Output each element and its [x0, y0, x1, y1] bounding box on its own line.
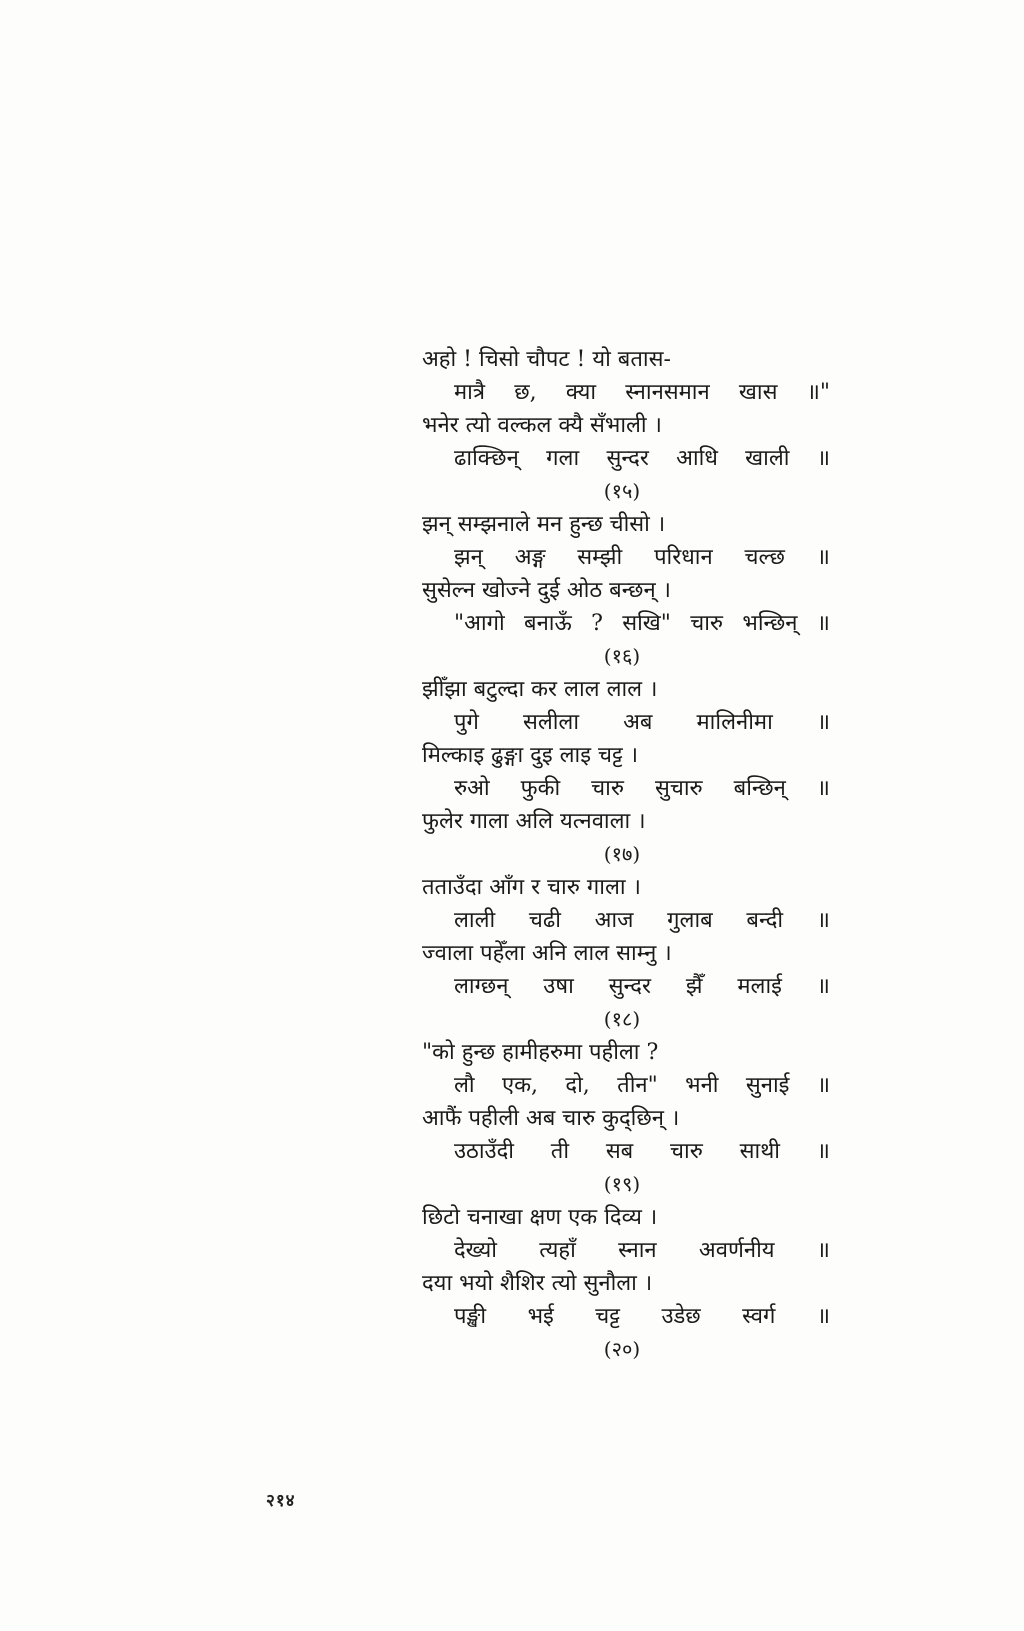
- verse-line: दया भयो शैशिर त्यो सुनौला ।: [422, 1271, 653, 1296]
- verse-line-indented: पुगे सलीला अब मालिनीमा ॥: [454, 710, 830, 735]
- verse-line-indented: ढाक्छिन् गला सुन्दर आधि खाली ॥: [454, 446, 830, 471]
- poem-body: [422, 343, 842, 1366]
- stanza-number: (१५): [603, 479, 641, 503]
- stanza-number: (२०): [603, 1337, 641, 1361]
- verse-line: झीँझा बटुल्दा कर लाल लाल ।: [422, 677, 658, 702]
- verse-line-indented: रुओ फुकी चारु सुचारु बन्छिन् ॥: [454, 776, 830, 801]
- verse-line: आफैं पहीली अब चारु कुद्छिन् ।: [422, 1106, 680, 1131]
- verse-line-indented: "आगो बनाऊँ ? सखि" चारु भन्छिन् ॥: [454, 611, 830, 636]
- verse-line: अहो ! चिसो चौपट ! यो बतास-: [422, 347, 671, 372]
- verse-line-indented: देख्यो त्यहाँ स्नान अवर्णनीय ॥: [454, 1238, 830, 1263]
- verse-line: भनेर त्यो वल्कल क्यै सँभाली ।: [422, 413, 662, 438]
- verse-line: झन् सम्झनाले मन हुन्छ चीसो ।: [422, 512, 666, 537]
- stanza-number: (१७): [603, 842, 641, 866]
- stanza-number: (१६): [603, 644, 641, 668]
- verse-line: फुलेर गाला अलि यत्नवाला ।: [422, 809, 646, 834]
- stanza-number: (१९): [603, 1172, 641, 1196]
- verse-line-indented: लौ एक, दो, तीन" भनी सुनाई ॥: [454, 1073, 830, 1098]
- verse-line: मिल्काइ ढुङ्गा दुइ लाइ चट्ट ।: [422, 743, 639, 768]
- verse-line-indented: मात्रै छ, क्या स्नानसमान खास ॥": [454, 380, 830, 405]
- page-number: २१४: [266, 1491, 296, 1511]
- verse-line: सुसेल्न खोज्ने दुई ओठ बन्छन् ।: [422, 578, 672, 603]
- verse-line-indented: लाग्छन् उषा सुन्दर झैँ मलाई ॥: [454, 974, 830, 999]
- verse-line: ज्वाला पहेँला अनि लाल साम्नु ।: [422, 941, 672, 966]
- verse-line-indented: लाली चढी आज गुलाब बन्दी ॥: [454, 908, 830, 933]
- verse-line-indented: झन् अङ्ग सम्झी परिधान चल्छ ॥: [454, 545, 830, 570]
- verse-line: "को हुन्छ हामीहरुमा पहीला ?: [422, 1040, 659, 1065]
- verse-line-indented: उठाउँदी ती सब चारु साथी ॥: [454, 1139, 830, 1164]
- verse-line: छिटो चनाखा क्षण एक दिव्य ।: [422, 1205, 658, 1230]
- verse-line: तताउँदा आँग र चारु गाला ।: [422, 875, 641, 900]
- stanza-number: (१८): [603, 1007, 641, 1031]
- verse-line-indented: पङ्खी भई चट्ट उडेछ स्वर्ग ॥: [454, 1304, 830, 1329]
